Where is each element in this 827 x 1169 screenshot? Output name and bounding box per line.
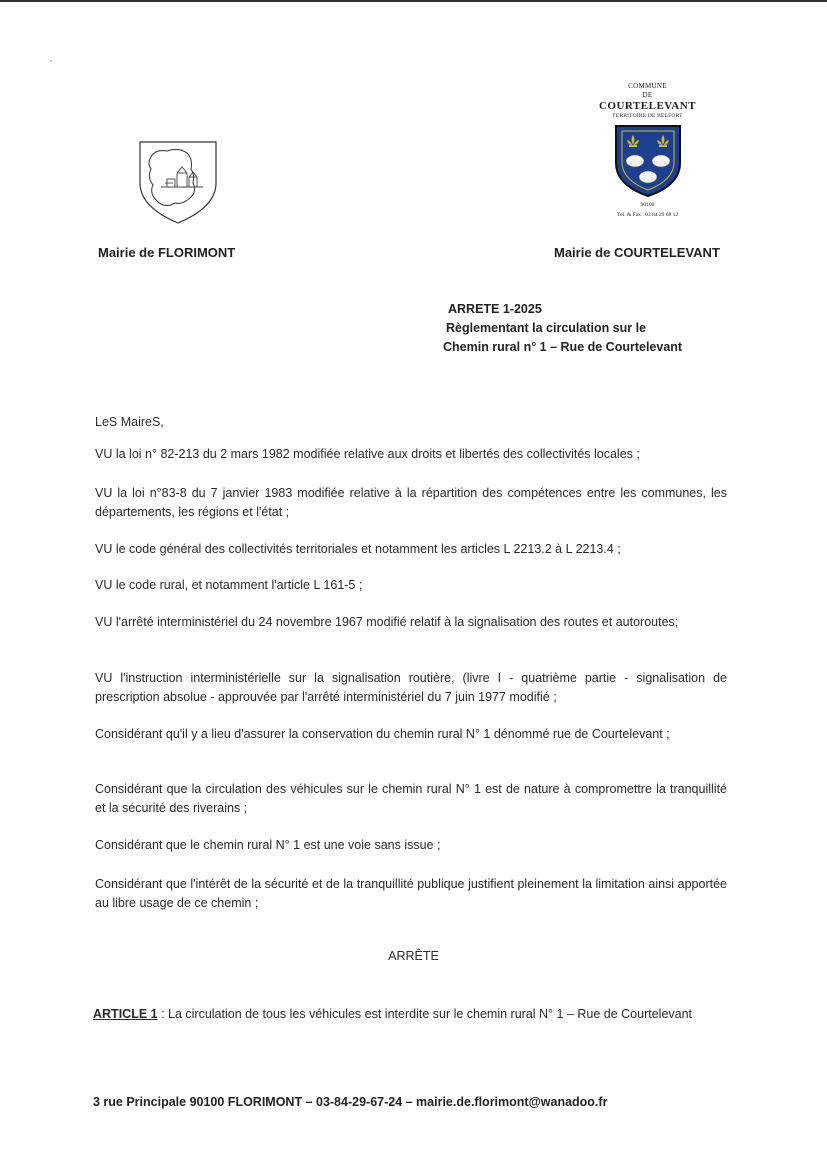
postal-code: 90100	[640, 202, 655, 208]
visa-paragraph: VU le code général des collectivités territoriales et notamment les articles L 2213.2 à L 2213.4 ;	[95, 542, 621, 556]
article-1-label: ARTICLE 1	[93, 1007, 158, 1021]
visa-paragraph: VU l'arrêté interministériel du 24 novembre 1967 modifié relatif à la signalisation des routes et autoroutes;	[95, 615, 679, 629]
visa-paragraph: VU la loi n° 82-213 du 2 mars 1982 modifiée relative aux droits et libertés des collectivités locales ;	[95, 447, 640, 461]
commune-name: COURTELEVANT	[598, 100, 697, 112]
florimont-emblem	[137, 139, 219, 225]
scan-top-border	[0, 0, 827, 2]
arrete-subject-line2: Chemin rural n° 1 – Rue de Courtelevant	[443, 340, 683, 354]
territoire-label: TERRITOIRE DE BELFORT	[612, 113, 683, 119]
courtelevant-shield-icon	[613, 123, 683, 199]
article-1	[93, 1005, 727, 1024]
considerant-paragraph: Considérant que la circulation des véhicules sur le chemin rural N° 1 est de nature à compromettre la tranquillité et la sécurité des riverains ;	[95, 782, 727, 815]
mairie-florimont-label: Mairie de FLORIMONT	[98, 245, 236, 260]
courtelevant-coat-of-arms	[585, 82, 710, 220]
opening-line: LeS MaireS,	[95, 415, 164, 429]
de-label: DE	[642, 91, 653, 99]
arrete-decision-heading: ARRÊTE	[388, 949, 439, 963]
considerant-paragraph: Considérant que l'intérêt de la sécurité et de la tranquillité publique justifient pleinement la limitation ainsi apportée au libre usage de ce chemin ;	[95, 877, 727, 910]
visa-paragraph: VU la loi n°83-8 du 7 janvier 1983 modifiée relative à la répartition des compétences entre les communes, les départements, les régions et l'état ;	[95, 486, 727, 519]
arrete-number: ARRETE 1-2025	[448, 302, 542, 316]
scan-speck	[50, 60, 52, 62]
mairie-courtelevant-label: Mairie de COURTELEVANT	[554, 245, 720, 260]
arrete-subject-line1: Règlementant la circulation sur le	[446, 321, 647, 335]
arrete-title-block	[443, 300, 743, 357]
visa-paragraph: VU le code rural, et notamment l'article L 161-5 ;	[95, 578, 363, 592]
considerant-paragraph: Considérant que le chemin rural N° 1 est une voie sans issue ;	[95, 838, 441, 852]
footer-address: 3 rue Principale 90100 FLORIMONT – 03-84-29-67-24 – mairie.de.florimont@wanadoo.fr	[93, 1095, 608, 1109]
considerant-paragraph: Considérant qu'il y a lieu d'assurer la conservation du chemin rural N° 1 dénommé rue de Courtelevant ;	[95, 727, 670, 741]
visa-paragraph: VU l'instruction interministérielle sur la signalisation routière, (livre I - quatrième partie - signalisation de prescription absolue - approuvée par l'arrêté interministériel du 7 juin 1977 modifié ;	[95, 671, 727, 704]
article-1-text: : La circulation de tous les véhicules est interdite sur le chemin rural N° 1 – Rue de Courtelevant	[157, 1007, 693, 1021]
tel-fax: Tél. & Fax : 03 84 29 68 12	[616, 212, 679, 218]
commune-label: COMMUNE	[628, 82, 667, 90]
